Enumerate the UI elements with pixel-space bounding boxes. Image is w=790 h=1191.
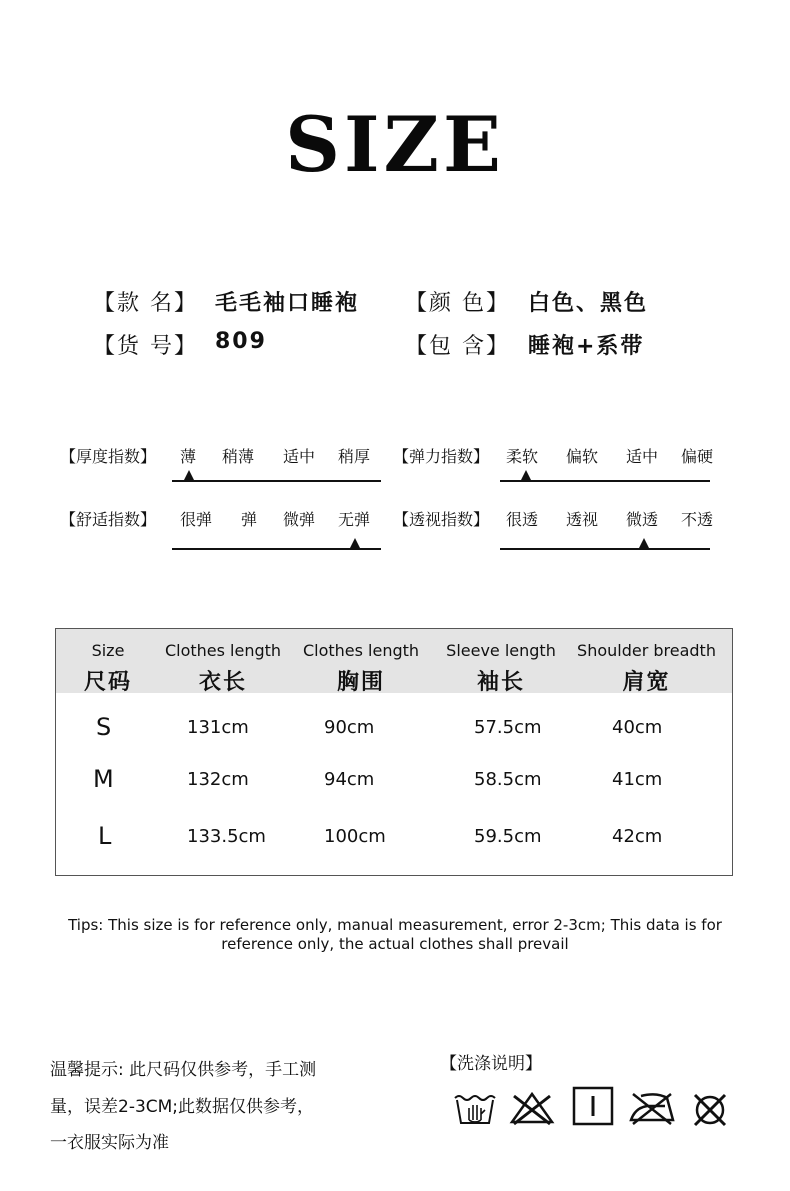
elasticity-index-label: 【弹力指数】 [393,447,490,466]
note-line: 量，误差2-3CM;此数据仅供参考， [50,1097,315,1117]
transparency-index-label: 【透视指数】 [393,510,490,529]
table-cell: 58.5cm [474,769,542,790]
table-cell: 57.5cm [474,717,542,738]
thickness-option: 薄 [180,447,197,466]
info-sku-value: 809 [215,329,267,354]
info-name-label: 【款 名】 [93,291,198,316]
elasticity-option: 柔软 [506,447,539,466]
table-cell: 40cm [612,717,663,738]
info-color-value: 白色、黑色 [528,291,649,316]
comfort-index-label: 【舒适指数】 [60,510,157,529]
info-color-label: 【颜 色】 [405,291,510,316]
elasticity-option: 适中 [626,447,659,466]
info-include-value: 睡袍+系带 [528,334,645,359]
info-name-value: 毛毛袖口睡袍 [215,291,360,316]
table-header [56,629,732,693]
header-chest-cn: 胸围 [336,670,385,695]
page-title: SIZE [285,100,505,189]
table-cell: 133.5cm [187,826,266,847]
header-length-cn: 衣长 [198,670,247,695]
table-cell: 90cm [324,717,375,738]
comfort-option: 弹 [241,510,258,529]
table-cell: 41cm [612,769,663,790]
do-not-dry-clean-icon [690,1090,730,1134]
thickness-option: 稍厚 [338,447,371,466]
comfort-option: 很弹 [180,510,213,529]
header-shoulder-cn: 肩宽 [622,670,671,695]
header-shoulder-en: Shoulder breadth [577,641,716,660]
table-cell-size: M [93,765,114,793]
header-sleeve-en: Sleeve length [446,641,556,660]
table-cell: 100cm [324,826,386,847]
table-cell: 131cm [187,717,249,738]
table-cell: 42cm [612,826,663,847]
comfort-option: 无弹 [338,510,371,529]
table-cell-size: S [96,713,112,741]
elasticity-scale-line [500,480,710,482]
note-line: 温馨提示: 此尺码仅供参考，手工测 [50,1060,317,1080]
transparency-option: 透视 [566,510,599,529]
header-length-en: Clothes length [164,641,282,660]
thickness-selected-marker [184,470,194,480]
elasticity-option: 偏软 [566,447,599,466]
elasticity-selected-marker [521,470,531,480]
elasticity-option: 偏硬 [681,447,714,466]
table-cell: 132cm [187,769,249,790]
tumble-dry-icon [572,1086,614,1130]
header-size-cn: 尺码 [83,670,132,695]
header-size-en: Size [91,641,125,660]
hand-wash-icon [453,1090,497,1130]
tips-text: Tips: This size is for reference only, manual measurement, error 2-3cm; This data is for reference only, the actual clothes shall prevail [68,916,722,953]
comfort-option: 微弹 [283,510,316,529]
thickness-option: 适中 [283,447,316,466]
comfort-scale-line [172,548,381,550]
do-not-bleach-icon [508,1090,556,1130]
transparency-selected-marker [639,538,649,548]
transparency-option: 很透 [506,510,539,529]
thickness-option: 稍薄 [222,447,255,466]
info-include-label: 【包 含】 [405,334,510,359]
do-not-iron-icon [627,1090,677,1130]
comfort-selected-marker [350,538,360,548]
note-line: 一衣服实际为准 [50,1133,169,1153]
thickness-index-label: 【厚度指数】 [60,447,157,466]
table-cell: 94cm [324,769,375,790]
wash-instructions-title: 【洗涤说明】 [440,1054,542,1074]
transparency-scale-line [500,548,710,550]
transparency-option: 微透 [626,510,659,529]
table-cell-size: L [98,822,112,850]
info-sku-label: 【货 号】 [93,334,198,359]
thickness-scale-line [172,480,381,482]
header-chest-en: Clothes length [302,641,420,660]
header-sleeve-cn: 袖长 [476,670,525,695]
size-table [55,628,733,876]
table-cell: 59.5cm [474,826,542,847]
transparency-option: 不透 [681,510,714,529]
